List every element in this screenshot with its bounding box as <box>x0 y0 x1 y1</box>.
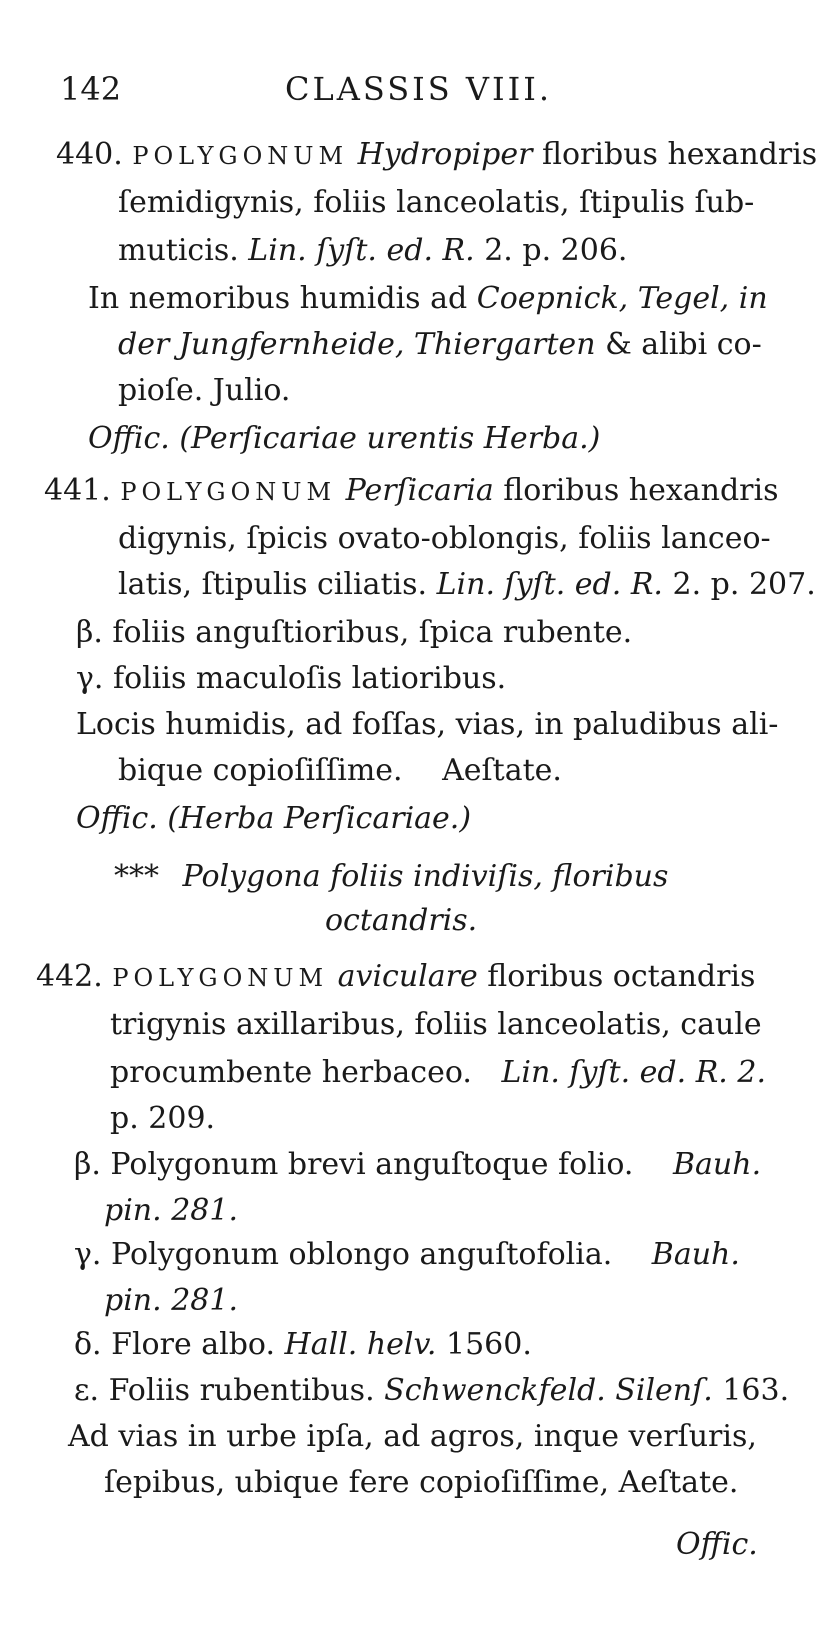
genus-name: POLYGONUM <box>132 142 349 170</box>
genus-name: POLYGONUM <box>120 478 337 506</box>
running-title: CLASSIS VIII. <box>285 70 553 108</box>
citation: Lin. ſyſt. ed. R. <box>248 233 475 268</box>
citation: Bauh. <box>651 1237 740 1272</box>
entry-line <box>118 233 628 268</box>
officinal-note: Offic. (Herba Perſicariae.) <box>76 801 472 836</box>
page-header <box>60 70 780 120</box>
entry-line <box>110 1055 766 1090</box>
variety-gamma <box>74 1237 740 1272</box>
locality-line <box>118 327 762 362</box>
entry-number: 442. <box>36 959 103 994</box>
page-number: 142 <box>60 70 122 108</box>
citation: Bauh. <box>673 1147 762 1182</box>
description-text: procumbente herbaceo. <box>110 1055 472 1090</box>
locality-text: ſepibus, ubique fere copioſiſſime, Aeſtate. <box>104 1465 739 1500</box>
locality-text: pioſe. Julio. <box>118 373 291 408</box>
citation: Lin. ſyſt. ed. R. 2. <box>501 1055 766 1090</box>
citation: Lin. ſyſt. ed. R. <box>436 567 663 602</box>
locality-text: In nemoribus humidis ad <box>88 281 468 316</box>
asterisks: *** <box>114 859 159 894</box>
variety-beta: β. foliis anguſtioribus, ſpica rubente. <box>76 615 633 650</box>
citation-page: 2. p. 206. <box>484 233 628 268</box>
description-text: muticis. <box>118 233 239 268</box>
variety-text: β. Polygonum brevi anguſtoque folio. <box>74 1147 634 1182</box>
officinal-note: Offic. <box>676 1527 758 1562</box>
variety-delta <box>74 1327 532 1362</box>
season-text: Aeſtate. <box>442 753 562 788</box>
locality-places: der Jungfernheide, Thiergarten <box>118 327 596 362</box>
citation-page: 163. <box>722 1373 790 1408</box>
species-name: Perſicaria <box>345 473 494 508</box>
description-text: latis, ſtipulis ciliatis. <box>118 567 428 602</box>
section-title: Polygona foliis indiviſis, floribus <box>182 859 669 894</box>
variety-text: ε. Foliis rubentibus. <box>74 1373 375 1408</box>
description-text: floribus hexandris <box>503 473 779 508</box>
locality-places: Coepnick, Tegel, in <box>476 281 768 316</box>
description-text: floribus hexandris <box>541 137 818 172</box>
description-text: trigynis axillaribus, foliis lanceolatis, caule <box>110 1007 762 1042</box>
locality-text: Locis humidis, ad foſſas, vias, in paludibus ali- <box>76 707 779 742</box>
section-title: octandris. <box>325 903 478 938</box>
section-heading-line <box>114 859 669 894</box>
species-name: aviculare <box>337 959 478 994</box>
genus-name: POLYGONUM <box>112 964 329 992</box>
entry-line <box>44 473 779 508</box>
citation-page: 1560. <box>446 1327 532 1362</box>
variety-gamma: γ. foliis maculoſis latioribus. <box>76 661 507 696</box>
entry-line <box>36 959 756 994</box>
description-text: ſemidigynis, foliis lanceolatis, ſtipulis ſub- <box>118 185 755 220</box>
citation: pin. 281. <box>104 1193 238 1228</box>
citation: Schwenckfeld. Silenſ. <box>384 1373 713 1408</box>
variety-beta <box>74 1147 762 1182</box>
locality-line <box>118 753 562 788</box>
variety-epsilon <box>74 1373 790 1408</box>
variety-text: δ. Flore albo. <box>74 1327 275 1362</box>
citation: Hall. helv. <box>284 1327 437 1362</box>
citation-page: 2. p. 207. <box>672 567 816 602</box>
variety-text: γ. Polygonum oblongo anguſtofolia. <box>74 1237 613 1272</box>
description-text: floribus octandris <box>487 959 756 994</box>
description-text: digynis, ſpicis ovato-oblongis, foliis lanceo- <box>118 521 771 556</box>
locality-text: & alibi co- <box>605 327 762 362</box>
entry-number: 440. <box>56 137 123 172</box>
locality-text: Ad vias in urbe ipſa, ad agros, inque verſuris, <box>68 1419 757 1454</box>
locality-text: bique copioſiſſime. <box>118 753 403 788</box>
entry-number: 441. <box>44 473 111 508</box>
citation: pin. 281. <box>104 1283 238 1318</box>
officinal-note: Offic. (Perſicariae urentis Herba.) <box>88 421 601 456</box>
species-name: Hydropiper <box>357 137 533 172</box>
locality-line <box>88 281 768 316</box>
entry-line <box>56 137 818 172</box>
entry-line <box>118 567 816 602</box>
citation-page: p. 209. <box>110 1101 216 1136</box>
